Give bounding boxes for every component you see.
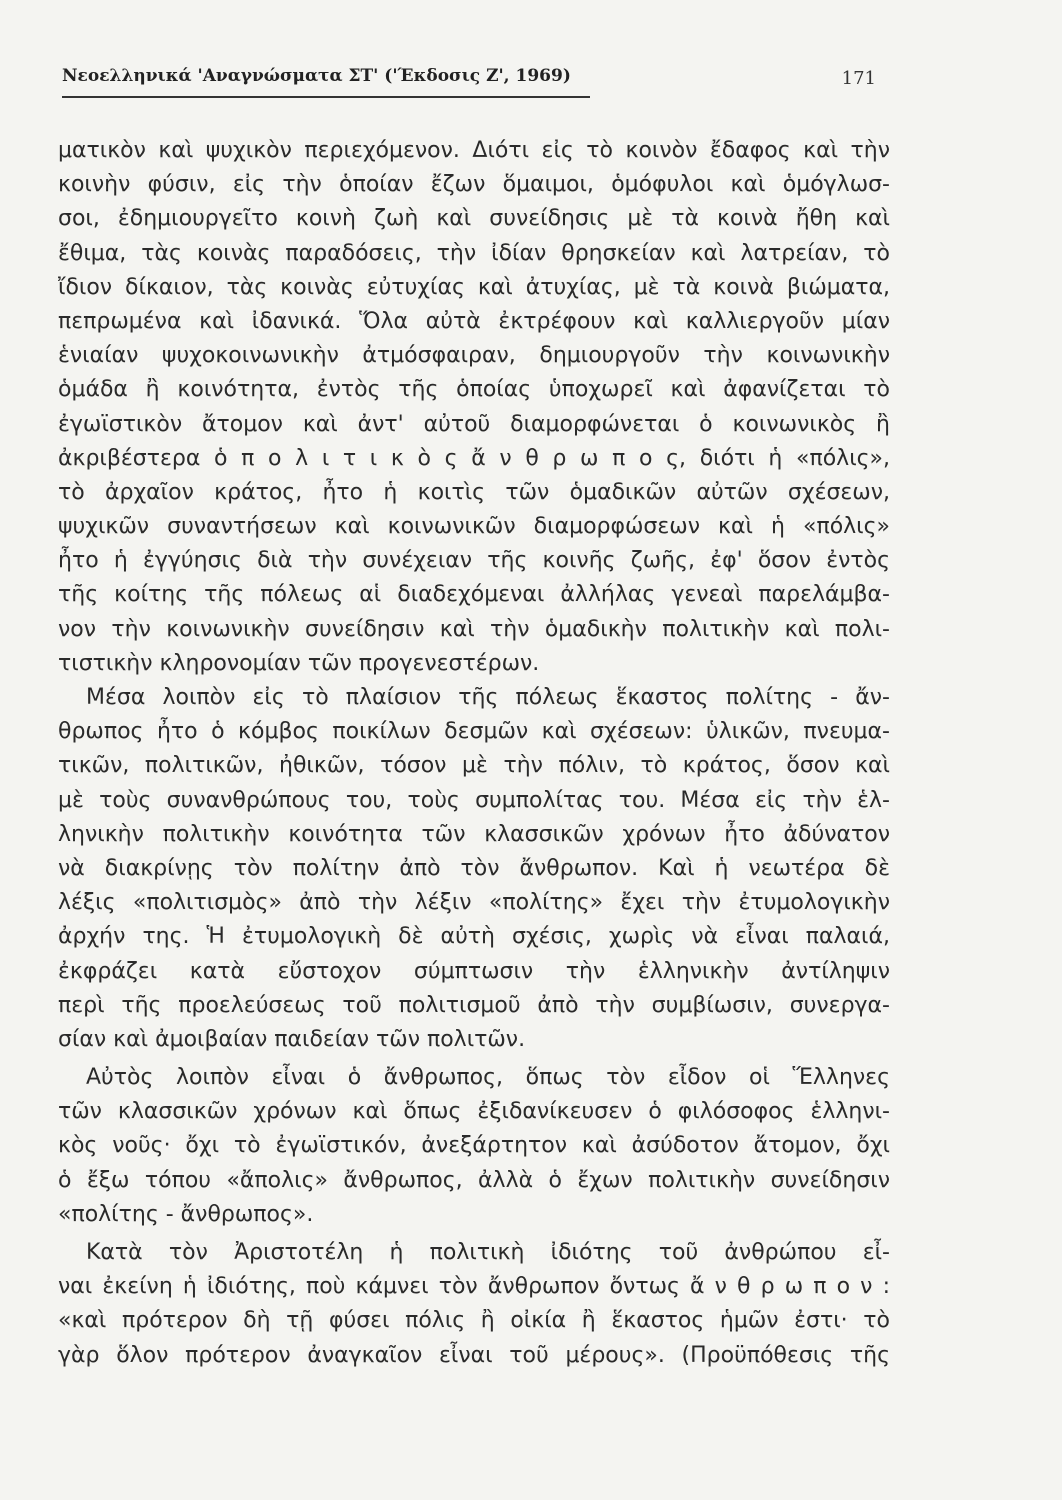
text-line: ἔθιμα, τὰς κοινὰς παραδόσεις, τὴν ἰδίαν θρησκείαν καὶ λατρείαν, τὸ — [58, 240, 890, 266]
page-number: 171 — [841, 68, 876, 89]
text-line: ἦτο ἡ ἐγγύησις διὰ τὴν συνέχειαν τῆς κοινῆς ζωῆς, ἐφ' ὅσον ἐντὸς — [58, 548, 890, 574]
text-line: τιστικὴν κληρονομίαν τῶν προγενεστέρων. — [58, 650, 540, 676]
text-line: ὁμάδα ἢ κοινότητα, ἐντὸς τῆς ὁποίας ὑποχωρεῖ καὶ ἀφανίζεται τὸ — [58, 377, 890, 403]
text-line: ἐκφράζει κατὰ εὔστοχον σύμπτωσιν τὴν ἑλληνικὴν ἀντίληψιν — [58, 958, 890, 984]
text-line: νον τὴν κοινωνικὴν συνείδησιν καὶ τὴν ὁμαδικὴν πολιτικὴν καὶ πολι- — [58, 616, 890, 642]
text-line: τικῶν, πολιτικῶν, ἠθικῶν, τόσον μὲ τὴν πόλιν, τὸ κράτος, ὅσον καὶ — [58, 753, 890, 779]
text-line: κοινὴν φύσιν, εἰς τὴν ὁποίαν ἔζων ὅμαιμοι, ὁμόφυλοι καὶ ὁμόγλωσ- — [58, 172, 890, 198]
text-line: τῆς κοίτης τῆς πόλεως αἱ διαδεχόμεναι ἀλλήλας γενεαὶ παρελάμβα- — [58, 582, 890, 608]
text-line: γὰρ ὅλον πρότερον ἀναγκαῖον εἶναι τοῦ μέρους». (Προϋπόθεσις τῆς — [58, 1342, 890, 1368]
text-line: νὰ διακρίνῃς τὸν πολίτην ἀπὸ τὸν ἄνθρωπον. Καὶ ἡ νεωτέρα δὲ — [58, 855, 890, 881]
paragraph — [58, 1236, 890, 1373]
text-line: «καὶ πρότερον δὴ τῇ φύσει πόλις ἢ οἰκία ἢ ἕκαστος ἡμῶν ἐστι· τὸ — [58, 1308, 890, 1334]
text-line: ψυχικῶν συναντήσεων καὶ κοινωνικῶν διαμορφώσεων καὶ ἡ «πόλις» — [58, 514, 890, 540]
text-line: ματικὸν καὶ ψυχικὸν περιεχόμενον. Διότι εἰς τὸ κοινὸν ἔδαφος καὶ τὴν — [58, 138, 890, 163]
text-line: Μέσα λοιπὸν εἰς τὸ πλαίσιον τῆς πόλεως ἕκαστος πολίτης - ἄν- — [86, 685, 890, 710]
text-line: λέξις «πολιτισμὸς» ἀπὸ τὴν λέξιν «πολίτης» ἔχει τὴν ἐτυμολογικὴν — [58, 890, 890, 916]
paragraph — [58, 681, 890, 1057]
header-underline — [62, 96, 590, 98]
text-line: τῶν κλασσικῶν χρόνων καὶ ὅπως ἐξιδανίκευσεν ὁ φιλόσοφος ἑλληνι- — [58, 1099, 890, 1125]
text-line: ληνικὴν πολιτικὴν κοινότητα τῶν κλασσικῶν χρόνων ἦτο ἀδύνατον — [58, 821, 890, 847]
text-line: κὸς νοῦς· ὄχι τὸ ἐγωϊστικόν, ἀνεξάρτητον καὶ ἀσύδοτον ἄτομον, ὄχι — [58, 1133, 890, 1159]
text-line: «πολίτης - ἄνθρωπος». — [58, 1201, 314, 1227]
text-line: ναι ἐκείνη ἡ ἰδιότης, ποὺ κάμνει τὸν ἄνθρωπον ὄντως ἄ ν θ ρ ω π ο ν : — [58, 1274, 890, 1300]
text-line: ἀκριβέστερα ὁ π ο λ ι τ ι κ ὸ ς ἄ ν θ ρ ω π ο ς, διότι ἡ «πόλις», — [58, 445, 890, 471]
text-line: πεπρωμένα καὶ ἰδανικά. Ὅλα αὐτὰ ἐκτρέφουν καὶ καλλιεργοῦν μίαν — [58, 308, 890, 334]
text-line: περὶ τῆς προελεύσεως τοῦ πολιτισμοῦ ἀπὸ τὴν συμβίωσιν, συνεργα- — [58, 992, 890, 1018]
text-line: σοι, ἐδημιουργεῖτο κοινὴ ζωὴ καὶ συνείδησις μὲ τὰ κοινὰ ἤθη καὶ — [58, 206, 890, 232]
text-line: ἐγωϊστικὸν ἄτομον καὶ ἀντ' αὐτοῦ διαμορφώνεται ὁ κοινωνικὸς ἢ — [58, 411, 890, 437]
text-line: ἑνιαίαν ψυχοκοινωνικὴν ἀτμόσφαιραν, δημιουργοῦν τὴν κοινωνικὴν — [58, 343, 890, 369]
text-line: θρωπος ἦτο ὁ κόμβος ποικίλων δεσμῶν καὶ σχέσεων: ὑλικῶν, πνευμα- — [58, 719, 890, 745]
text-line: Κατὰ τὸν Ἀριστοτέλη ἡ πολιτικὴ ἰδιότης τοῦ ἀνθρώπου εἶ- — [86, 1240, 890, 1265]
text-line: ὁ ἔξω τόπου «ἄπολις» ἄνθρωπος, ἀλλὰ ὁ ἔχων πολιτικὴν συνείδησιν — [58, 1167, 890, 1193]
text-line: σίαν καὶ ἀμοιβαίαν παιδείαν τῶν πολιτῶν. — [58, 1026, 526, 1052]
header-title: Νεοελληνικά 'Αναγνώσματα ΣΤ' ('Έκδοσις Ζ', 1969) — [62, 66, 571, 86]
text-line: ἴδιον δίκαιον, τὰς κοινὰς εὐτυχίας καὶ ἀτυχίας, μὲ τὰ κοινὰ βιώματα, — [58, 274, 890, 300]
paragraph — [58, 134, 890, 681]
text-line: Αὐτὸς λοιπὸν εἶναι ὁ ἄνθρωπος, ὅπως τὸν εἶδον οἱ Ἕλληνες — [86, 1065, 890, 1091]
body-text — [58, 134, 890, 1373]
paragraph — [58, 1061, 890, 1232]
text-line: ἀρχήν της. Ἡ ἐτυμολογικὴ δὲ αὐτὴ σχέσις, χωρὶς νὰ εἶναι παλαιά, — [58, 924, 890, 950]
running-header — [62, 66, 882, 94]
text-line: μὲ τοὺς συνανθρώπους του, τοὺς συμπολίτας του. Μέσα εἰς τὴν ἑλ- — [58, 787, 890, 813]
text-line: τὸ ἀρχαῖον κράτος, ἦτο ἡ κοιτὶς τῶν ὁμαδικῶν αὐτῶν σχέσεων, — [58, 479, 890, 505]
